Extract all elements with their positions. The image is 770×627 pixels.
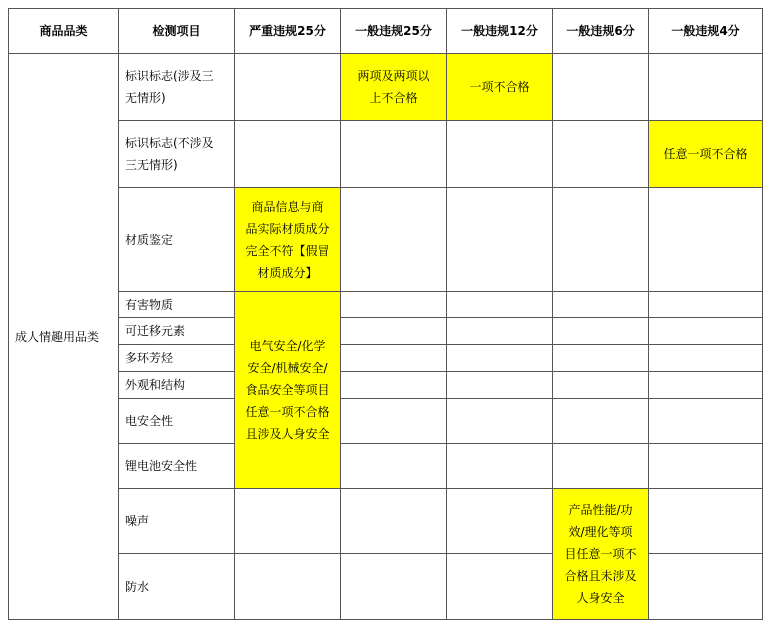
header-general-4: 一般违规4分 (649, 9, 763, 54)
empty-cell (235, 121, 341, 188)
empty-cell (341, 554, 447, 620)
empty-cell (447, 345, 553, 372)
empty-cell (447, 372, 553, 399)
test-item-cell: 可迁移元素 (119, 318, 235, 345)
empty-cell (649, 444, 763, 489)
empty-cell (649, 489, 763, 554)
empty-cell (649, 554, 763, 620)
empty-cell (553, 372, 649, 399)
table-row (9, 489, 763, 554)
table-row (9, 318, 763, 345)
test-item-cell: 有害物质 (119, 292, 235, 318)
empty-cell (649, 345, 763, 372)
empty-cell (553, 292, 649, 318)
empty-cell (447, 188, 553, 292)
penalty-cell: 两项及两项以 上不合格 (341, 54, 447, 121)
empty-cell (447, 121, 553, 188)
empty-cell (341, 372, 447, 399)
test-item-cell: 噪声 (119, 489, 235, 554)
test-item-cell: 电安全性 (119, 399, 235, 444)
empty-cell (447, 554, 553, 620)
empty-cell (649, 318, 763, 345)
test-item-cell: 标识标志(涉及三 无情形) (119, 54, 235, 121)
empty-cell (553, 444, 649, 489)
empty-cell (341, 444, 447, 489)
penalty-cell: 商品信息与商 品实际材质成分 完全不符【假冒 材质成分】 (235, 188, 341, 292)
empty-cell (447, 318, 553, 345)
empty-cell (341, 489, 447, 554)
header-general-12: 一般违规12分 (447, 9, 553, 54)
test-item-cell: 锂电池安全性 (119, 444, 235, 489)
empty-cell (447, 489, 553, 554)
empty-cell (341, 121, 447, 188)
category-cell: 成人情趣用品类 (9, 54, 119, 620)
empty-cell (447, 292, 553, 318)
test-item-cell: 标识标志(不涉及 三无情形) (119, 121, 235, 188)
empty-cell (553, 121, 649, 188)
empty-cell (553, 345, 649, 372)
test-item-cell: 多环芳烃 (119, 345, 235, 372)
table-row (9, 444, 763, 489)
empty-cell (341, 318, 447, 345)
table-row (9, 372, 763, 399)
empty-cell (235, 554, 341, 620)
empty-cell (341, 345, 447, 372)
empty-cell (553, 399, 649, 444)
empty-cell (649, 188, 763, 292)
empty-cell (553, 188, 649, 292)
empty-cell (235, 489, 341, 554)
test-item-cell: 防水 (119, 554, 235, 620)
test-item-cell: 材质鉴定 (119, 188, 235, 292)
header-category: 商品品类 (9, 9, 119, 54)
table-row (9, 554, 763, 620)
penalty-cell: 电气安全/化学 安全/机械安全/ 食品安全等项目 任意一项不合格 且涉及人身安全 (235, 292, 341, 489)
empty-cell (235, 54, 341, 121)
empty-cell (447, 444, 553, 489)
table-row (9, 188, 763, 292)
violation-table (8, 8, 763, 620)
test-item-cell: 外观和结构 (119, 372, 235, 399)
penalty-cell: 产品性能/功 效/理化等项 目任意一项不 合格且未涉及 人身安全 (553, 489, 649, 620)
empty-cell (553, 54, 649, 121)
header-general-25: 一般违规25分 (341, 9, 447, 54)
penalty-cell: 任意一项不合格 (649, 121, 763, 188)
table-row (9, 121, 763, 188)
header-serious-25: 严重违规25分 (235, 9, 341, 54)
empty-cell (649, 54, 763, 121)
empty-cell (447, 399, 553, 444)
empty-cell (649, 399, 763, 444)
table-row (9, 399, 763, 444)
header-test-item: 检测项目 (119, 9, 235, 54)
empty-cell (341, 188, 447, 292)
table-row (9, 292, 763, 318)
penalty-cell: 一项不合格 (447, 54, 553, 121)
empty-cell (341, 292, 447, 318)
table-row (9, 54, 763, 121)
header-general-6: 一般违规6分 (553, 9, 649, 54)
empty-cell (341, 399, 447, 444)
header-row (9, 9, 763, 54)
empty-cell (553, 318, 649, 345)
table-row (9, 345, 763, 372)
empty-cell (649, 292, 763, 318)
empty-cell (649, 372, 763, 399)
